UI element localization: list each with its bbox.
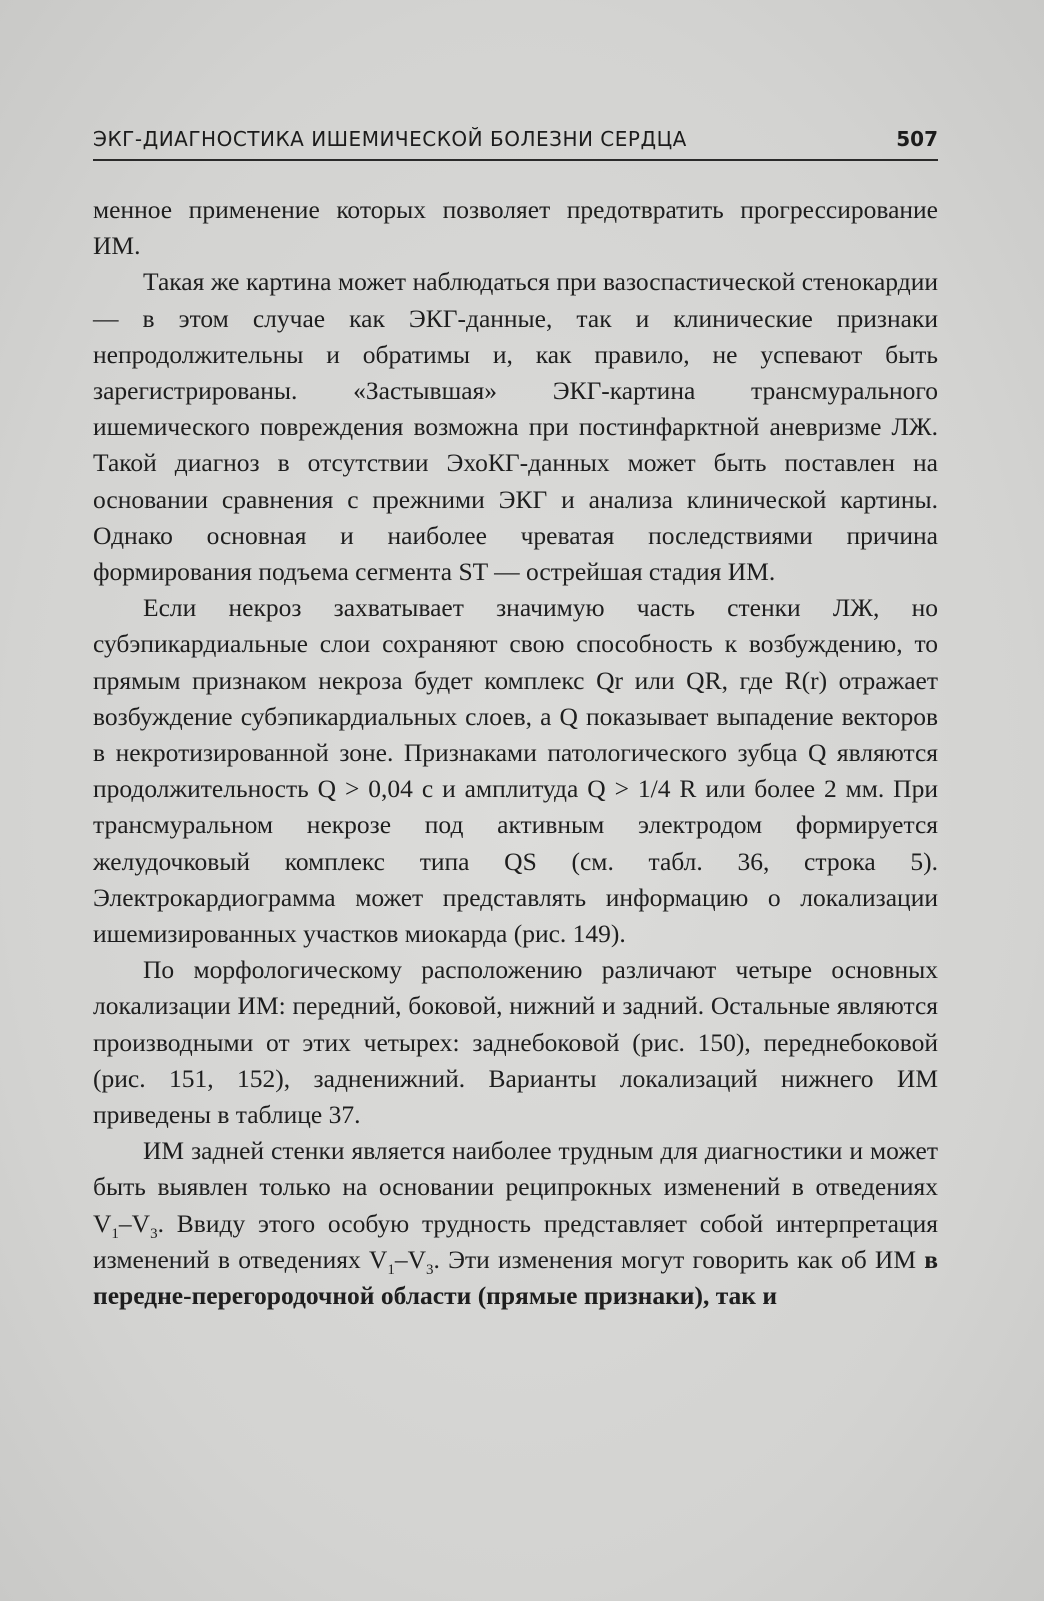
page-number: 507	[896, 127, 938, 151]
body-text	[93, 192, 938, 1314]
subscript: 3	[426, 1261, 434, 1278]
text-segment: ИМ задней стенки является наиболее трудным для диагностики и может быть выявлен только на основании реципрокных изменений в отведениях V	[93, 1136, 938, 1238]
paragraph-vasospastic: Такая же картина может наблюдаться при вазоспастической стенокардии — в этом случае как ЭКГ-данные, так и клинические признаки непродолжительны и обратимы и, как правило, не успевают быть зарегистрированы. «Застывшая» ЭКГ-картина трансмурального ишемического повреждения возможна при постинфарктной аневризме ЛЖ. Такой диагноз в отсутствии ЭхоКГ-данных может быть поставлен на основании сравнения с прежними ЭКГ и анализа клинической картины. Однако основная и наиболее чреватая последствиями причина формирования подъема сегмента ST — острейшая стадия ИМ.	[93, 267, 938, 587]
text-segment: –V	[118, 1208, 151, 1238]
bold-text: в передне-перегородочной области (прямые признаки), так и	[93, 1244, 939, 1311]
page-header	[93, 123, 938, 161]
text-segment: . Эти изменения могут говорить как об ИМ	[433, 1244, 925, 1274]
paragraph-posterior-wall	[93, 1133, 938, 1314]
subscript: 3	[150, 1225, 158, 1242]
paragraph-localization: По морфологическому расположению различают четыре основных локализации ИМ: передний, боковой, нижний и задний. Остальные являются производными от этих четырех: заднебоковой (рис. 150), переднебоковой (рис. 151, 152), задненижний. Варианты локализаций нижнего ИМ приведены в таблице 37.	[93, 955, 938, 1130]
text-segment: –V	[394, 1244, 427, 1274]
text-segment: . Ввиду этого особую трудность представляет собой интерпретация изменений в отведениях V	[93, 1208, 938, 1274]
running-head: ЭКГ-ДИАГНОСТИКА ИШЕМИЧЕСКОЙ БОЛЕЗНИ СЕРДЦА	[93, 127, 687, 151]
paragraph-continued: менное применение которых позволяет предотвратить прогрессирование ИМ.	[93, 195, 938, 261]
subscript: 1	[111, 1225, 119, 1242]
paragraph-necrosis: Если некроз захватывает значимую часть стенки ЛЖ, но субэпикардиальные слои сохраняют свою способность к возбуждению, то прямым признаком некроза будет комплекс Qr или QR, где R(r) отражает возбуждение субэпикардиальных слоев, а Q показывает выпадение векторов в некротизированной зоне. Признаками патологического зубца Q являются продолжительность Q > 0,04 с и амплитуда Q > 1/4 R или более 2 мм. При трансмуральном некрозе под активным электродом формируется желудочковый комплекс типа QS (см. табл. 36, строка 5). Электрокардиограмма может представлять информацию о локализации ишемизированных участков миокарда (рис. 149).	[93, 593, 938, 949]
subscript: 1	[387, 1261, 395, 1278]
